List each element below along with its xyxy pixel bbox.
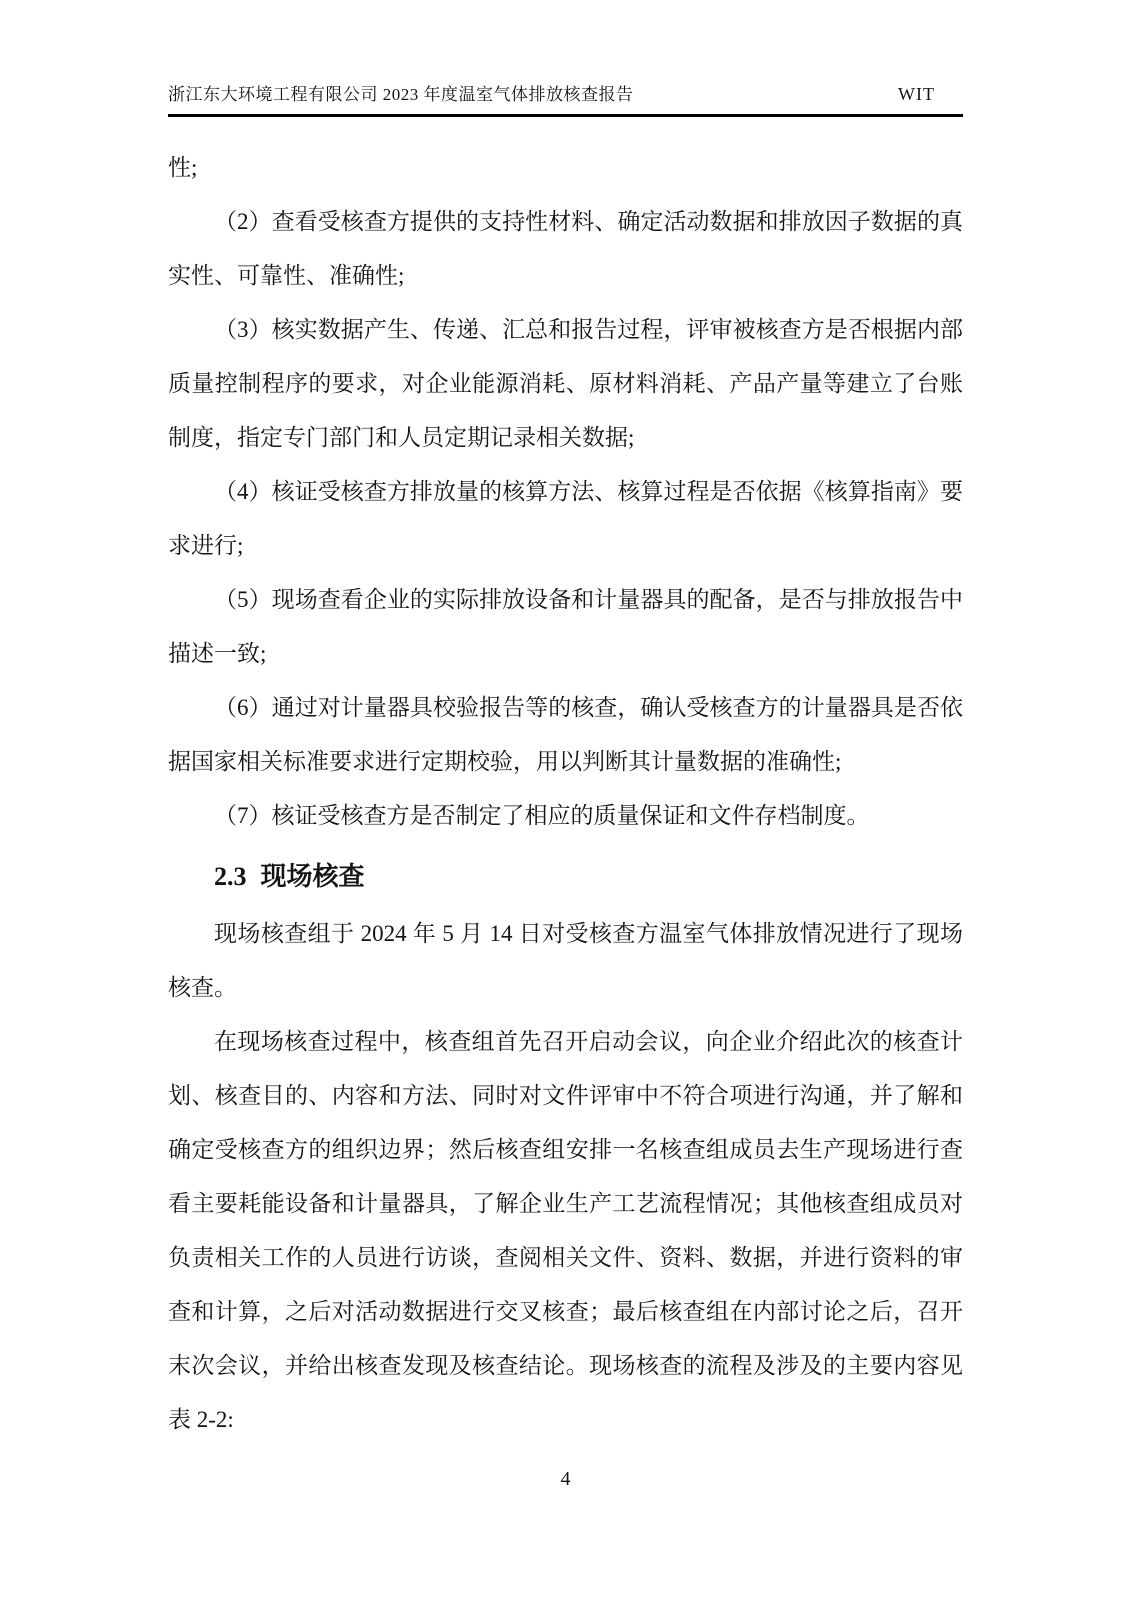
header-title: 浙江东大环境工程有限公司 2023 年度温室气体排放核查报告 [168, 85, 634, 104]
list-item-2: （2）查看受核查方提供的支持性材料、确定活动数据和排放因子数据的真实性、可靠性、准确性; [168, 209, 963, 288]
section-heading-number: 2.3 [214, 862, 247, 891]
paragraph-site-visit-date: 现场核查组于 2024 年 5 月 14 日对受核查方温室气体排放情况进行了现场核查。 [168, 921, 963, 1000]
page-number: 4 [560, 1468, 571, 1490]
paragraph-carryover: 性; [168, 155, 198, 180]
list-item-5: （5）现场查看企业的实际排放设备和计量器具的配备，是否与排放报告中描述一致; [168, 587, 963, 666]
document-body [168, 141, 963, 1447]
list-item-6: （6）通过对计量器具校验报告等的核查，确认受核查方的计量器具是否依据国家相关标准要求进行定期校验，用以判断其计量数据的准确性; [168, 695, 963, 774]
list-item-3: （3）核实数据产生、传递、汇总和报告过程，评审被核查方是否根据内部质量控制程序的要求，对企业能源消耗、原材料消耗、产品产量等建立了台账制度，指定专门部门和人员定期记录相关数据; [168, 317, 963, 450]
section-heading-title: 现场核查 [260, 862, 365, 891]
header-logo: WIT [898, 84, 935, 104]
list-item-7: （7）核证受核查方是否制定了相应的质量保证和文件存档制度。 [214, 803, 870, 828]
page-header [168, 80, 963, 105]
list-item-4: （4）核证受核查方排放量的核算方法、核算过程是否依据《核算指南》要求进行; [168, 479, 963, 558]
section-heading [168, 849, 963, 905]
paragraph-site-visit-process: 在现场核查过程中，核查组首先召开启动会议，向企业介绍此次的核查计划、核查目的、内容和方法、同时对文件评审中不符合项进行沟通，并了解和确定受核查方的组织边界；然后核查组安排一名核查组成员去生产现场进行查看主要耗能设备和计量器具，了解企业生产工艺流程情况；其他核查组成员对负责相关工作的人员进行访谈，查阅相关文件、资料、数据，并进行资料的审查和计算，之后对活动数据进行交叉核查；最后核查组在内部讨论之后，召开末次会议，并给出核查发现及核查结论。现场核查的流程及涉及的主要内容见表 2-2: [168, 1029, 963, 1432]
page-footer [0, 1468, 1131, 1491]
header-rule [168, 114, 963, 117]
